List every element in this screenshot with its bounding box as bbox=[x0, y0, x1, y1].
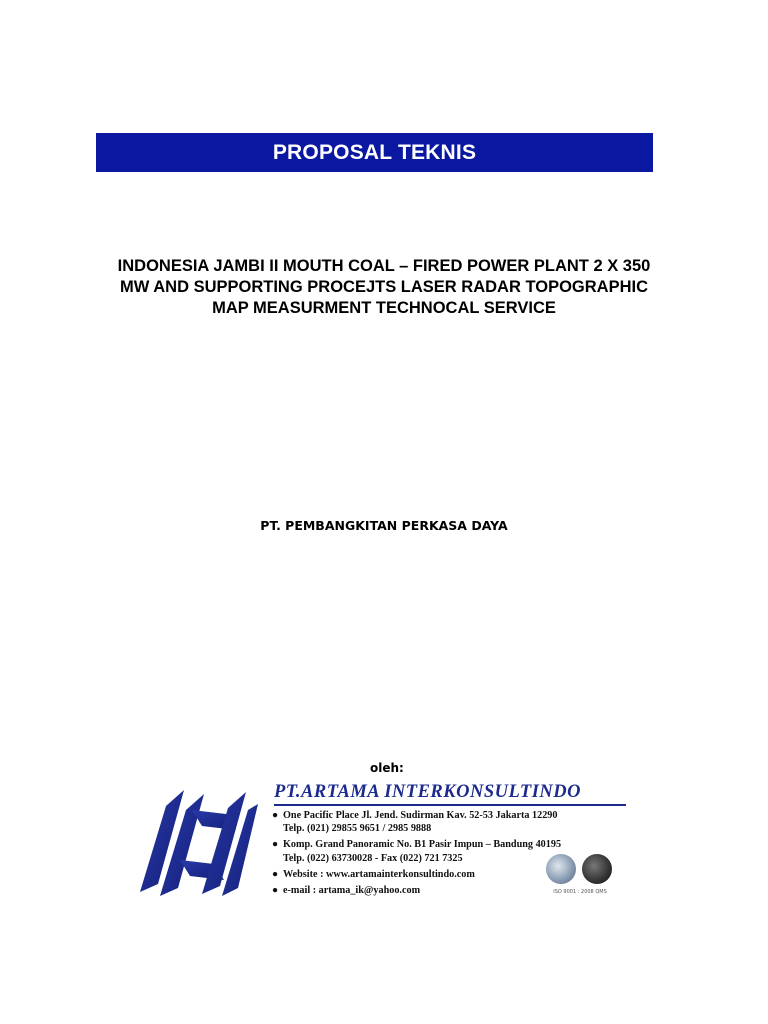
project-title-line: INDONESIA JAMBI II MOUTH COAL – FIRED POWER PLANT 2 X 350 bbox=[117, 257, 651, 275]
contact-text: Komp. Grand Panoramic No. B1 Pasir Impun – Bandung 40195 bbox=[283, 839, 562, 851]
contact-line bbox=[272, 822, 561, 835]
company-name: PT.ARTAMA INTERKONSULTINDO bbox=[274, 782, 582, 802]
certification-badges bbox=[542, 854, 614, 904]
contact-line bbox=[272, 809, 561, 822]
website-text: Website : www.artamainterkonsultindo.com bbox=[283, 868, 475, 880]
company-letterhead bbox=[138, 780, 632, 910]
bullet-icon: ● bbox=[272, 839, 279, 851]
bullet-icon: ● bbox=[272, 868, 279, 880]
certification-mark-icon bbox=[582, 854, 612, 884]
iso-caption: ISO 9001 : 2008 QMS bbox=[553, 889, 607, 895]
project-title-line: MAP MEASURMENT TECHNOCAL SERVICE bbox=[212, 299, 556, 317]
document-title: PROPOSAL TEKNIS bbox=[272, 140, 477, 164]
contact-line bbox=[272, 884, 561, 897]
iso-seal-icon bbox=[546, 854, 576, 884]
bullet-icon: ● bbox=[272, 885, 279, 897]
contact-line bbox=[272, 838, 561, 851]
contact-line bbox=[272, 852, 561, 865]
bullet-icon: ● bbox=[272, 810, 279, 821]
contact-list bbox=[272, 809, 561, 897]
email-text: e-mail : artama_ik@yahoo.com bbox=[283, 885, 421, 897]
client-name: PT. PEMBANGKITAN PERKASA DAYA bbox=[260, 518, 508, 533]
title-banner bbox=[96, 133, 653, 172]
company-name-underline bbox=[274, 804, 626, 806]
project-title bbox=[60, 256, 708, 319]
contact-text: One Pacific Place Jl. Jend. Sudirman Kav. 52-53 Jakarta 12290 bbox=[283, 810, 558, 821]
company-logo bbox=[140, 784, 258, 898]
project-title-line: MW AND SUPPORTING PROCEJTS LASER RADAR TOPOGRAPHIC bbox=[119, 278, 649, 296]
contact-line bbox=[272, 868, 561, 881]
prepared-by-label: oleh: bbox=[370, 761, 404, 775]
contact-text: Telp. (021) 29855 9651 / 2985 9888 bbox=[283, 823, 432, 835]
contact-text: Telp. (022) 63730028 - Fax (022) 721 7325 bbox=[283, 852, 463, 864]
